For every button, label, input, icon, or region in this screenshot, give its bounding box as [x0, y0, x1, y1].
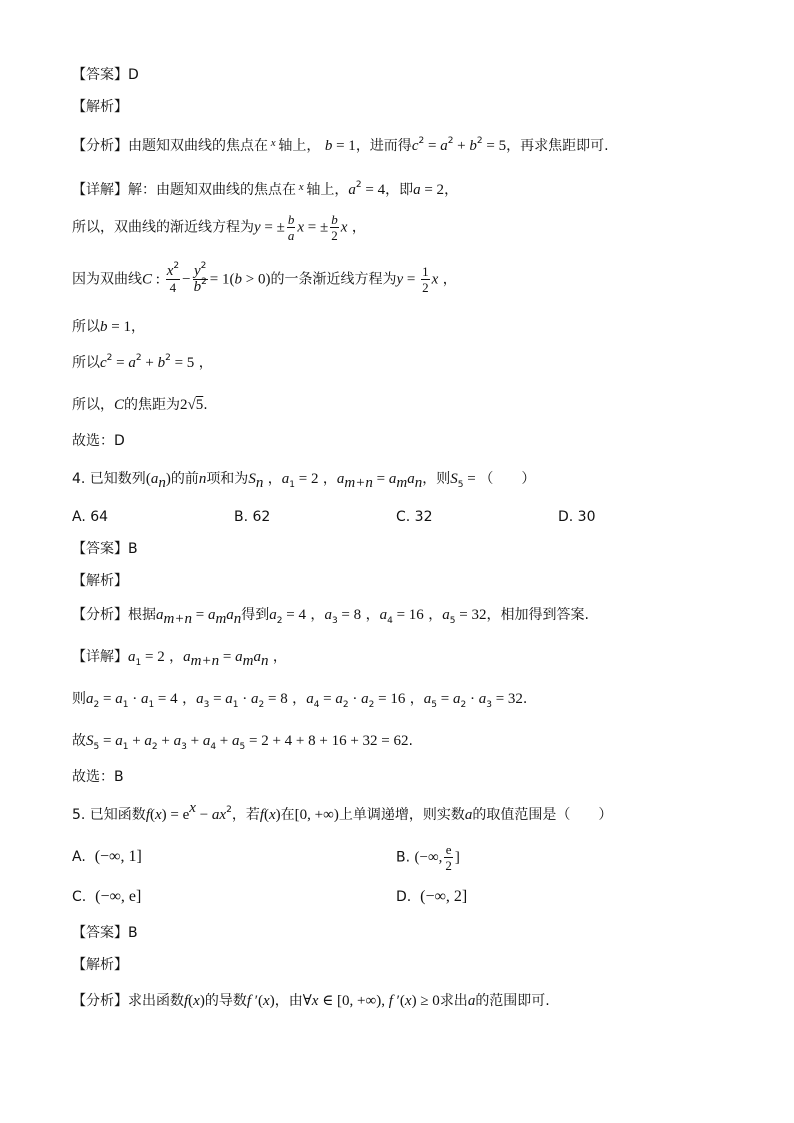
- q5-option-a: A. (−∞, 1]: [72, 848, 142, 865]
- q3-answer-line: [72, 64, 139, 86]
- q4-sum-line: 故$S_5 = a_1 + a_2 + a_3 + a_4 + a_5 = 2 + 4 + 8 + 16 + 32 = 62$.: [72, 733, 413, 752]
- q4-option-d: D. 30: [558, 509, 596, 525]
- q3-xiangjie-line: 【详解】解：由题知双曲线的焦点在 $^x$ 轴上，$a^2 = 4$，即a = 2，: [72, 180, 459, 198]
- q4-terms-line: 则$a_2 = a_1 \cdot a_1 = 4$ ，$a_3 = a_1 \cdot a_2 = 8$ ，$a_4 = a_2 \cdot a_2 = 16$ ，$a_5 = a_2 \cdot a_3 = 32$.: [72, 691, 528, 710]
- q3-focal-line: 所以，C的焦距为2√5.: [72, 397, 208, 413]
- q5-analysis-tag: 【解析】: [72, 957, 128, 973]
- q5-option-c: C. (−∞, e]: [72, 888, 142, 905]
- answer-tag: 【答案】: [72, 925, 128, 941]
- q4-choice: 故选：B: [72, 769, 124, 785]
- q3-b-line: 所以b = 1，: [72, 319, 145, 335]
- q4-fenxi-line: 【分析】根据$a_{m+n} = a_ma_n$得到$a_2 = 4$ ，$a_3 = 8$ ，$a_4 = 16$ ，$a_5 = 32$，相加得到答案.: [72, 607, 589, 627]
- answer-value: D: [128, 67, 139, 83]
- q4-xiangjie-line: 【详解】$a_1 = 2$ ，$a_{m+n} = a_ma_n$ ，: [72, 649, 287, 669]
- q3-c-line: 所以$c^2 = a^2 + b^2 = 5$ ，: [72, 353, 213, 371]
- answer-tag: 【答案】: [72, 67, 128, 83]
- q5-fenxi-line: 【分析】求出函数f(x)的导数f ′(x)，由∀x ∈ [0, +∞), f ′(x) ≥ 0求出a的范围即可.: [72, 993, 550, 1009]
- q4-option-b: B. 62: [234, 509, 271, 525]
- q4-answer-line: [72, 538, 138, 560]
- q3-asymptote-line: 所以，双曲线的渐近线方程为y = ± $\frac{b}{a}$ x = ± $\frac{b}{2}$ x ，: [72, 212, 366, 243]
- q3-hyperbola-line: 因为双曲线C : $\frac{x^2}{4}$ − $\frac{y^2}{b^2}$ = 1(b > 0)的一条渐近线方程为y = $\frac{1}{2}$ x ，: [72, 261, 457, 295]
- q3-analysis-tag: 【解析】: [72, 99, 128, 115]
- q5-answer-line: [72, 922, 138, 944]
- q5-option-d: D. (−∞, 2]: [396, 888, 468, 905]
- q5-option-b: B. (−∞, $\frac{e}{2}$ ]: [396, 842, 460, 873]
- answer-value: B: [128, 541, 138, 557]
- q4-stem: 4. 已知数列$(a_n)$的前n项和为$S_n$ ，$a_1 = 2$ ，$a_{m+n} = a_ma_n$，则$S_5$ = （ ）: [72, 471, 536, 491]
- q4-option-a: A. 64: [72, 509, 109, 525]
- answer-tag: 【答案】: [72, 541, 128, 557]
- q5-stem: 5. 已知函数$f(x) = e^x - ax^2$，若f(x)在[0, +∞)上单调递增，则实数a的取值范围是（ ）: [72, 800, 613, 823]
- q4-option-c: C. 32: [396, 509, 433, 525]
- q4-analysis-tag: 【解析】: [72, 573, 128, 589]
- answer-value: B: [128, 925, 138, 941]
- q3-choice: 故选：D: [72, 433, 125, 449]
- q3-fenxi-line: 【分析】由题知双曲线的焦点在 $^x$ 轴上， b = 1，进而得$c^2 = a^2 + b^2 = 5$，再求焦距即可.: [72, 136, 609, 154]
